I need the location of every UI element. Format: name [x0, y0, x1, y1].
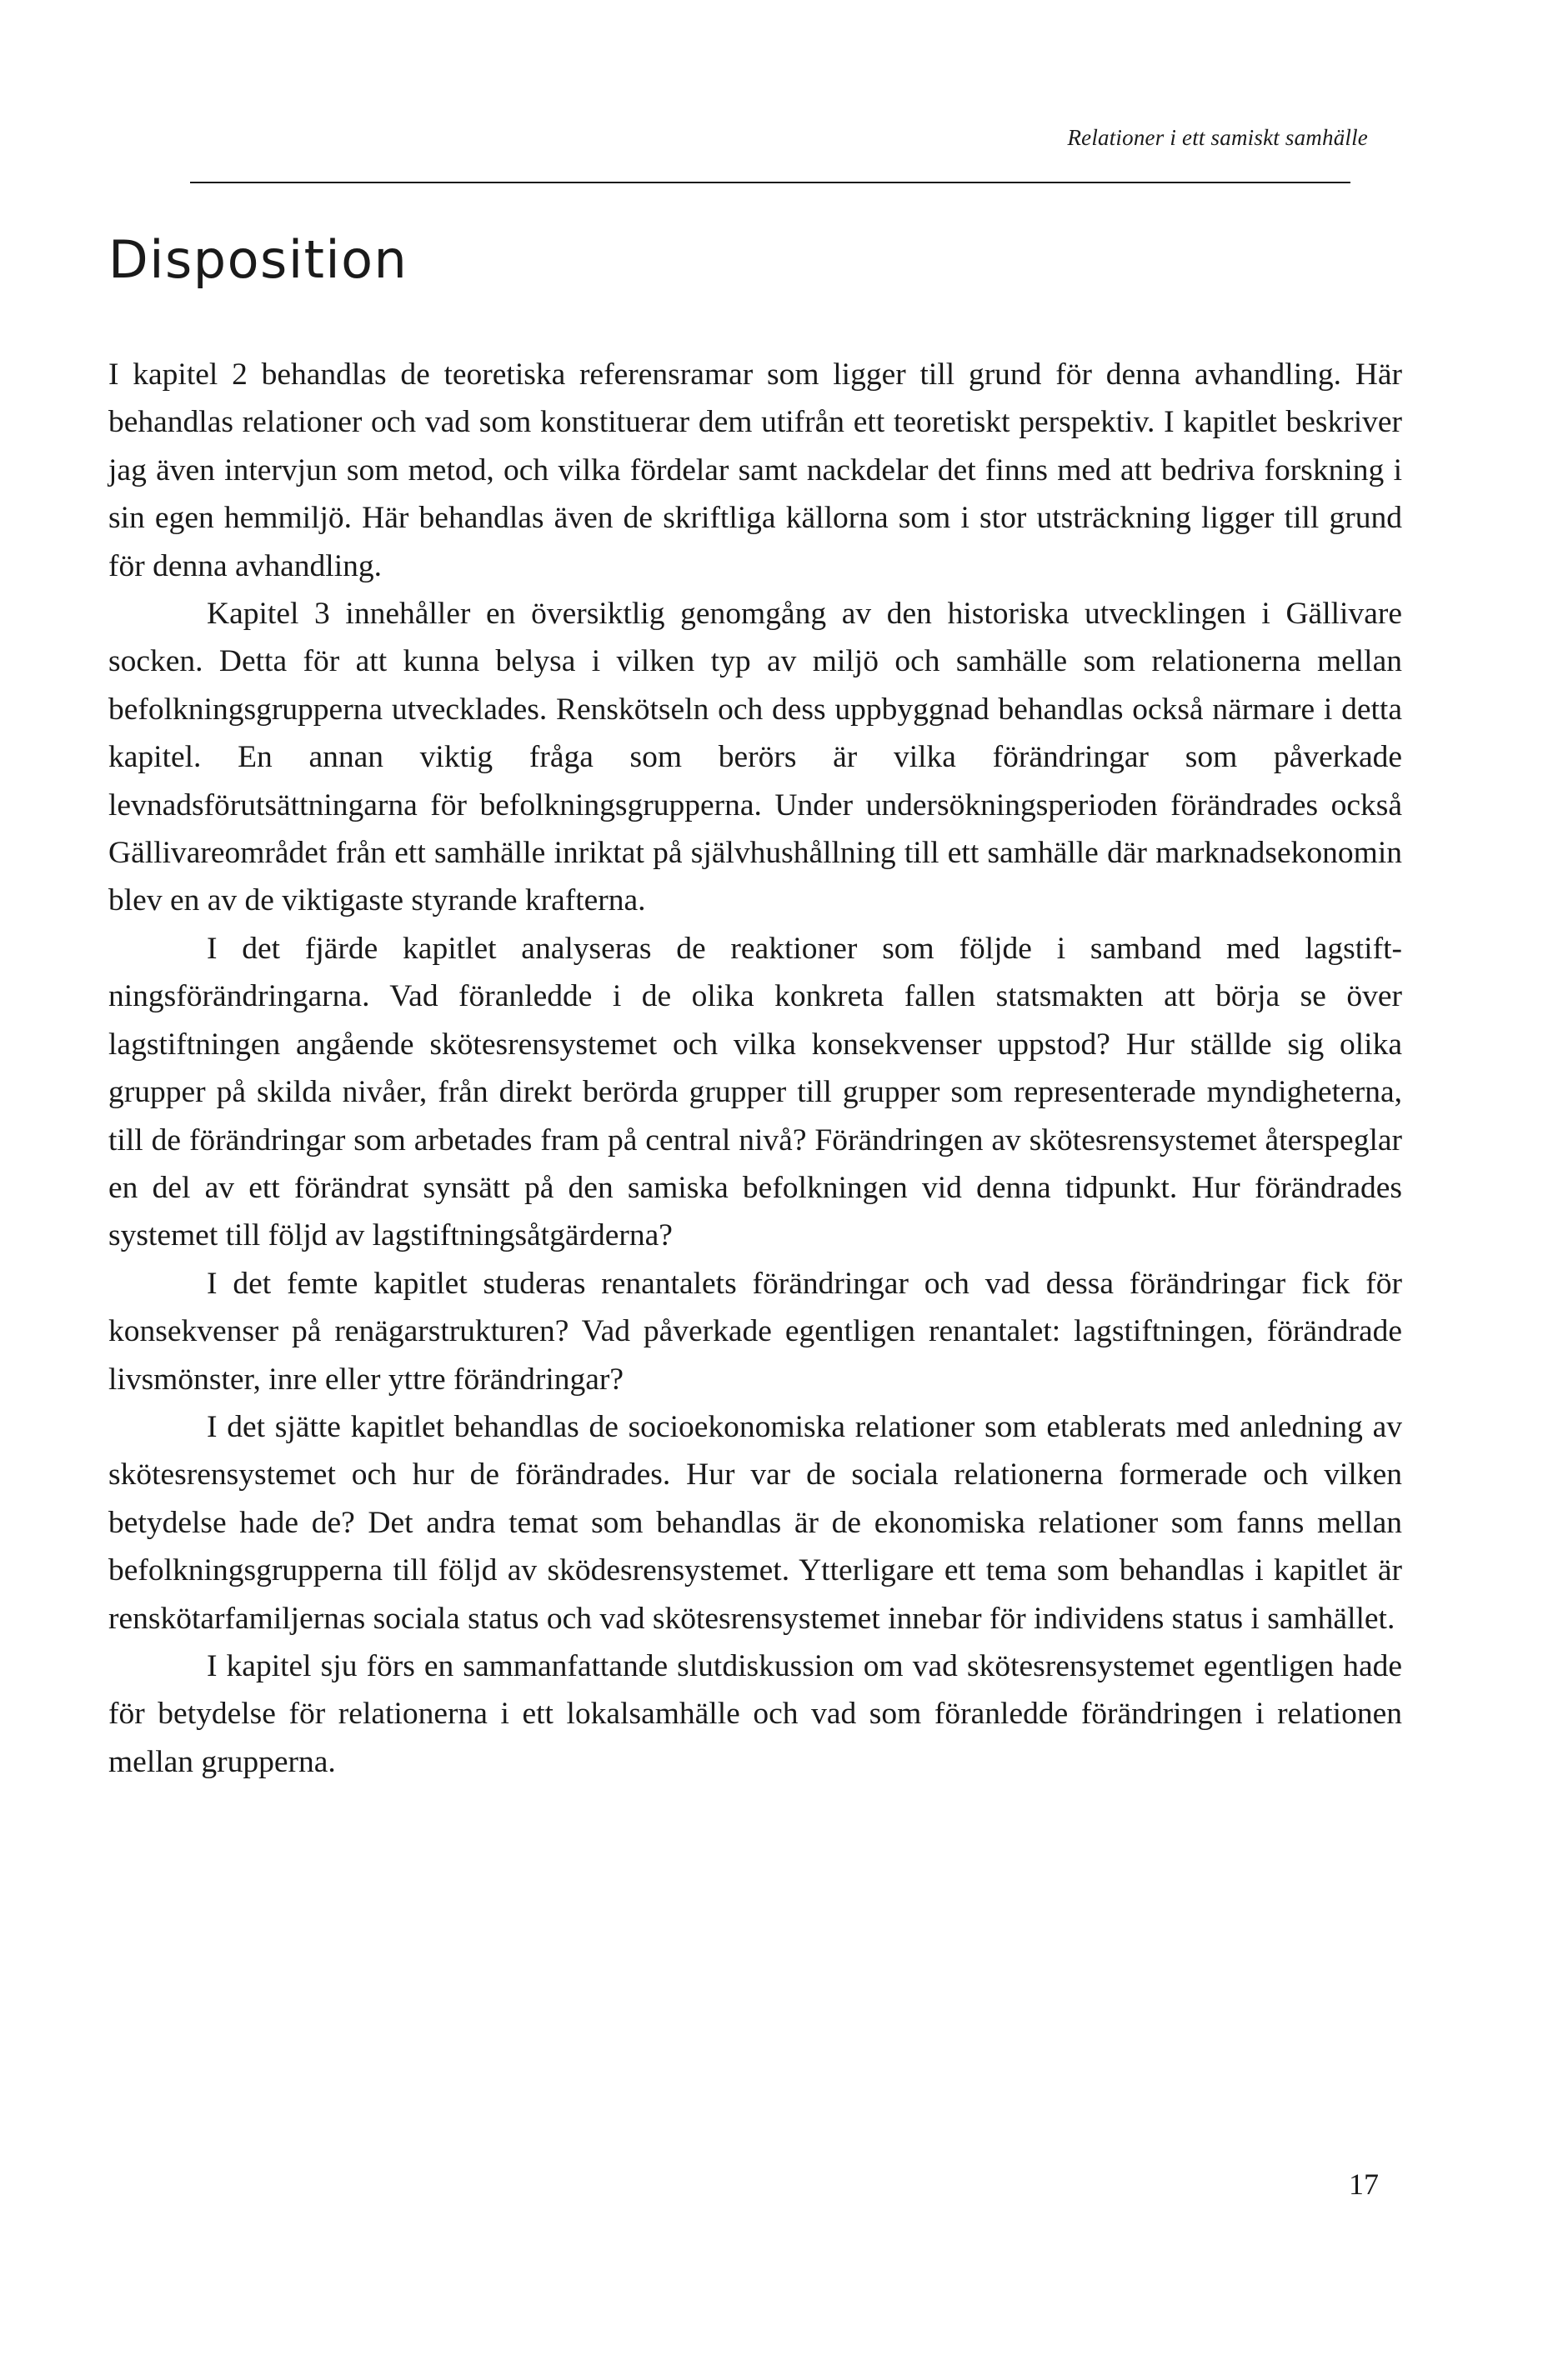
page-number: 17	[1349, 2168, 1379, 2201]
paragraph: I det fjärde kapitlet analyseras de reaktioner som följde i samband med lagstiftningsförändringarna. Vad föranledde i de olika konkreta fallen statsmakten att börja se över lagstiftningen angående skötesrensystemet och vilka konsekvenser uppstod? Hur ställde sig olika grupper på skilda nivåer, från direkt berörda grupper till grupper som representerade myndigheterna, till de förändringar som arbetades fram på central nivå? Förändringen av skötesrensystemet återspeglar en del av ett förändrat synsätt på den samiska befolkningen vid denna tidpunkt. Hur förändrades systemet till följd av lagstiftningsåtgärderna?	[108, 931, 1402, 1253]
paragraph: Kapitel 3 innehåller en översiktlig genomgång av den historiska utvecklingen i Gällivare socken. Detta för att kunna belysa i vilken typ av miljö och samhälle som relationerna mellan befolkningsgrupperna utvecklades. Renskötseln och dess uppbyggnad behandlas också närmare i detta kapitel. En annan viktig fråga som berörs är vilka förändringar som påverkade levnadsförutsättningarna för befolkningsgrupperna. Under undersökningsperioden förändrades också Gällivareområdet från ett samhälle inriktat på självhushållning till ett samhälle där marknadsekonomin blev en av de viktigaste styrande krafterna.	[108, 597, 1402, 918]
running-header: Relationer i ett samiskt samhälle	[1067, 125, 1368, 150]
header-rule	[190, 182, 1350, 183]
paragraph: I kapitel sju förs en sammanfattande slutdiskussion om vad skötesrensystemet egentligen hade för betydelse för relationerna i ett lokalsamhälle och vad som föranledde förändringen i relationen mellan grupperna.	[108, 1648, 1402, 1779]
section-heading: Disposition	[108, 229, 408, 290]
paragraph: I kapitel 2 behandlas de teoretiska referensramar som ligger till grund för denna avhandling. Här behandlas relationer och vad som konstituerar dem utifrån ett teoretiskt perspektiv. I kapitlet beskriver jag även intervjun som metod, och vilka fördelar samt nackdelar det finns med att bedriva forskning i sin egen hemmiljö. Här behandlas även de skriftliga källorna som i stor utsträckning ligger till grund för denna avhandling.	[108, 358, 1402, 583]
paragraph: I det femte kapitlet studeras renantalets förändringar och vad dessa förändringar fick för konsekvenser på renägarstrukturen? Vad påverkade egentligen renantalet: lagstiftningen, förändrade livsmönster, inre eller yttre förändringar?	[108, 1266, 1402, 1397]
paragraph: I det sjätte kapitlet behandlas de socioekonomiska relationer som etablerats med anledning av skötesrensystemet och hur de förändrades. Hur var de sociala relationerna formerade och vilken betydelse hade de? Det andra temat som behandlas är de ekonomiska relationer som fanns mellan befolkningsgrupperna till följd av sködesrensystemet. Ytterligare ett tema som behandlas i kapitlet är renskötarfamiljernas sociala status och vad skötesrensystemet innebar för individens status i samhället.	[108, 1409, 1402, 1636]
body-text	[108, 351, 1402, 1786]
